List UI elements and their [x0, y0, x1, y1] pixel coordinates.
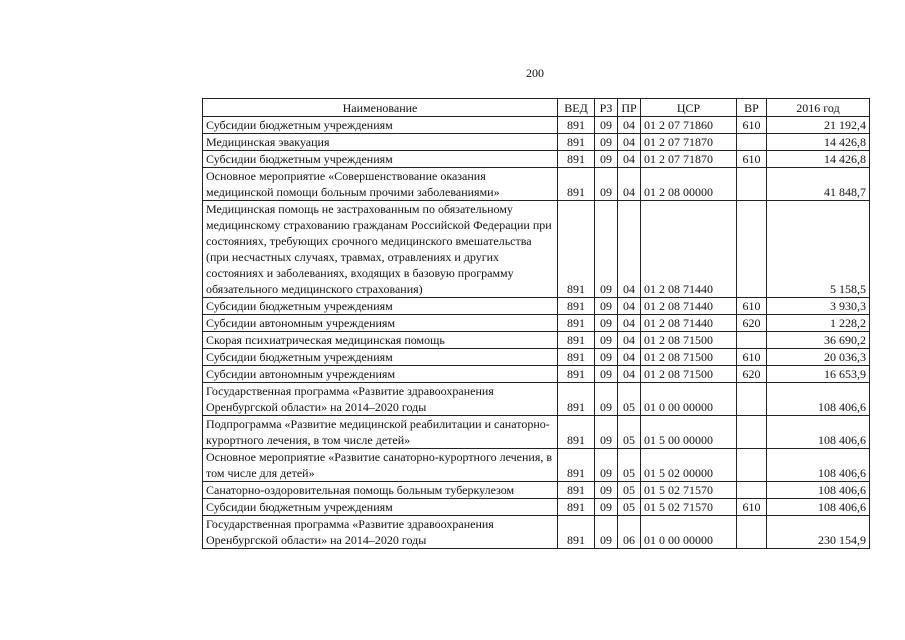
vr-cell — [737, 168, 767, 201]
ved-cell: 891 — [558, 449, 595, 482]
vr-cell: 610 — [737, 151, 767, 168]
table-row — [203, 482, 870, 499]
name-cell: Основное мероприятие «Развитие санаторно-курортного лечения, в том числе для детей» — [203, 449, 558, 482]
csr-cell: 01 5 02 71570 — [641, 482, 737, 499]
table-row — [203, 366, 870, 383]
name-cell: Подпрограмма «Развитие медицинской реабилитации и санаторно-курортного лечения, в том числе детей» — [203, 416, 558, 449]
page-number: 200 — [526, 66, 544, 80]
sum-cell: 5 158,5 — [767, 201, 870, 298]
sum-cell: 14 426,8 — [767, 134, 870, 151]
table-row — [203, 516, 870, 549]
sum-cell: 21 192,4 — [767, 117, 870, 134]
table-row — [203, 383, 870, 416]
table-body — [203, 117, 870, 549]
csr-cell: 01 2 07 71870 — [641, 151, 737, 168]
vr-cell: 620 — [737, 315, 767, 332]
sum-cell: 41 848,7 — [767, 168, 870, 201]
csr-cell: 01 0 00 00000 — [641, 383, 737, 416]
vr-cell — [737, 201, 767, 298]
ved-cell: 891 — [558, 168, 595, 201]
rz-cell: 09 — [595, 201, 618, 298]
csr-cell: 01 2 08 71440 — [641, 315, 737, 332]
vr-cell: 610 — [737, 117, 767, 134]
csr-cell: 01 2 08 00000 — [641, 168, 737, 201]
pr-cell: 04 — [618, 117, 641, 134]
csr-cell: 01 2 07 71870 — [641, 134, 737, 151]
rz-cell: 09 — [595, 151, 618, 168]
rz-cell: 09 — [595, 315, 618, 332]
name-cell: Субсидии бюджетным учреждениям — [203, 117, 558, 134]
pr-cell: 04 — [618, 332, 641, 349]
csr-cell: 01 2 08 71500 — [641, 349, 737, 366]
pr-cell: 04 — [618, 151, 641, 168]
name-cell: Медицинская эвакуация — [203, 134, 558, 151]
ved-cell: 891 — [558, 482, 595, 499]
vr-cell — [737, 134, 767, 151]
pr-cell: 05 — [618, 499, 641, 516]
ved-cell: 891 — [558, 201, 595, 298]
pr-cell: 06 — [618, 516, 641, 549]
vr-cell: 610 — [737, 499, 767, 516]
pr-cell: 04 — [618, 134, 641, 151]
name-cell: Субсидии бюджетным учреждениям — [203, 349, 558, 366]
header-name: Наименование — [203, 99, 558, 117]
pr-cell: 04 — [618, 201, 641, 298]
csr-cell: 01 2 08 71500 — [641, 332, 737, 349]
name-cell: Скорая психиатрическая медицинская помощь — [203, 332, 558, 349]
ved-cell: 891 — [558, 151, 595, 168]
table-row — [203, 332, 870, 349]
sum-cell: 108 406,6 — [767, 482, 870, 499]
ved-cell: 891 — [558, 516, 595, 549]
table-row — [203, 449, 870, 482]
rz-cell: 09 — [595, 383, 618, 416]
pr-cell: 04 — [618, 298, 641, 315]
name-cell: Субсидии автономным учреждениям — [203, 366, 558, 383]
name-cell: Государственная программа «Развитие здравоохранения Оренбургской области» на 2014–2020 годы — [203, 516, 558, 549]
sum-cell: 16 653,9 — [767, 366, 870, 383]
name-cell: Государственная программа «Развитие здравоохранения Оренбургской области» на 2014–2020 годы — [203, 383, 558, 416]
rz-cell: 09 — [595, 134, 618, 151]
rz-cell: 09 — [595, 516, 618, 549]
rz-cell: 09 — [595, 117, 618, 134]
csr-cell: 01 2 08 71500 — [641, 366, 737, 383]
name-cell: Основное мероприятие «Совершенствование оказания медицинской помощи больным прочими заболеваниями» — [203, 168, 558, 201]
ved-cell: 891 — [558, 315, 595, 332]
csr-cell: 01 2 08 71440 — [641, 201, 737, 298]
name-cell: Санаторно-оздоровительная помощь больным туберкулезом — [203, 482, 558, 499]
table-row — [203, 349, 870, 366]
csr-cell: 01 5 00 00000 — [641, 416, 737, 449]
pr-cell: 05 — [618, 383, 641, 416]
rz-cell: 09 — [595, 298, 618, 315]
table-row — [203, 499, 870, 516]
ved-cell: 891 — [558, 366, 595, 383]
pr-cell: 04 — [618, 366, 641, 383]
pr-cell: 04 — [618, 315, 641, 332]
table-header-row — [203, 99, 870, 117]
vr-cell: 620 — [737, 366, 767, 383]
rz-cell: 09 — [595, 349, 618, 366]
sum-cell: 20 036,3 — [767, 349, 870, 366]
table-row — [203, 416, 870, 449]
ved-cell: 891 — [558, 332, 595, 349]
vr-cell — [737, 383, 767, 416]
header-pr: ПР — [618, 99, 641, 117]
sum-cell: 14 426,8 — [767, 151, 870, 168]
table-row — [203, 298, 870, 315]
pr-cell: 04 — [618, 168, 641, 201]
name-cell: Субсидии бюджетным учреждениям — [203, 499, 558, 516]
vr-cell: 610 — [737, 349, 767, 366]
sum-cell: 108 406,6 — [767, 416, 870, 449]
rz-cell: 09 — [595, 168, 618, 201]
table-row — [203, 117, 870, 134]
sum-cell: 1 228,2 — [767, 315, 870, 332]
sum-cell: 36 690,2 — [767, 332, 870, 349]
name-cell: Субсидии бюджетным учреждениям — [203, 298, 558, 315]
csr-cell: 01 5 02 00000 — [641, 449, 737, 482]
name-cell: Медицинская помощь не застрахованным по обязательному медицинскому страхованию гражданам Российской Федерации при состояниях, требующих срочного медицинского вмешательства (при несчастных случаях, травмах, отравлениях и других состояниях и заболеваниях, входящих в базовую программу обязательного медицинского страхования) — [203, 201, 558, 298]
ved-cell: 891 — [558, 298, 595, 315]
sum-cell: 108 406,6 — [767, 499, 870, 516]
budget-table — [202, 98, 870, 549]
ved-cell: 891 — [558, 117, 595, 134]
pr-cell: 05 — [618, 482, 641, 499]
table-row — [203, 201, 870, 298]
rz-cell: 09 — [595, 449, 618, 482]
table-row — [203, 315, 870, 332]
csr-cell: 01 2 07 71860 — [641, 117, 737, 134]
rz-cell: 09 — [595, 482, 618, 499]
sum-cell: 108 406,6 — [767, 449, 870, 482]
vr-cell: 610 — [737, 298, 767, 315]
pr-cell: 05 — [618, 449, 641, 482]
pr-cell: 05 — [618, 416, 641, 449]
name-cell: Субсидии бюджетным учреждениям — [203, 151, 558, 168]
csr-cell: 01 5 02 71570 — [641, 499, 737, 516]
header-vr: ВР — [737, 99, 767, 117]
pr-cell: 04 — [618, 349, 641, 366]
header-rz: РЗ — [595, 99, 618, 117]
vr-cell — [737, 332, 767, 349]
name-cell: Субсидии автономным учреждениям — [203, 315, 558, 332]
vr-cell — [737, 482, 767, 499]
ved-cell: 891 — [558, 383, 595, 416]
header-csr: ЦСР — [641, 99, 737, 117]
header-year: 2016 год — [767, 99, 870, 117]
table-row — [203, 168, 870, 201]
vr-cell — [737, 416, 767, 449]
csr-cell: 01 2 08 71440 — [641, 298, 737, 315]
csr-cell: 01 0 00 00000 — [641, 516, 737, 549]
table-row — [203, 151, 870, 168]
rz-cell: 09 — [595, 499, 618, 516]
sum-cell: 230 154,9 — [767, 516, 870, 549]
sum-cell: 3 930,3 — [767, 298, 870, 315]
rz-cell: 09 — [595, 416, 618, 449]
sum-cell: 108 406,6 — [767, 383, 870, 416]
ved-cell: 891 — [558, 499, 595, 516]
vr-cell — [737, 449, 767, 482]
rz-cell: 09 — [595, 366, 618, 383]
table-row — [203, 134, 870, 151]
header-ved: ВЕД — [558, 99, 595, 117]
ved-cell: 891 — [558, 349, 595, 366]
ved-cell: 891 — [558, 416, 595, 449]
ved-cell: 891 — [558, 134, 595, 151]
rz-cell: 09 — [595, 332, 618, 349]
vr-cell — [737, 516, 767, 549]
